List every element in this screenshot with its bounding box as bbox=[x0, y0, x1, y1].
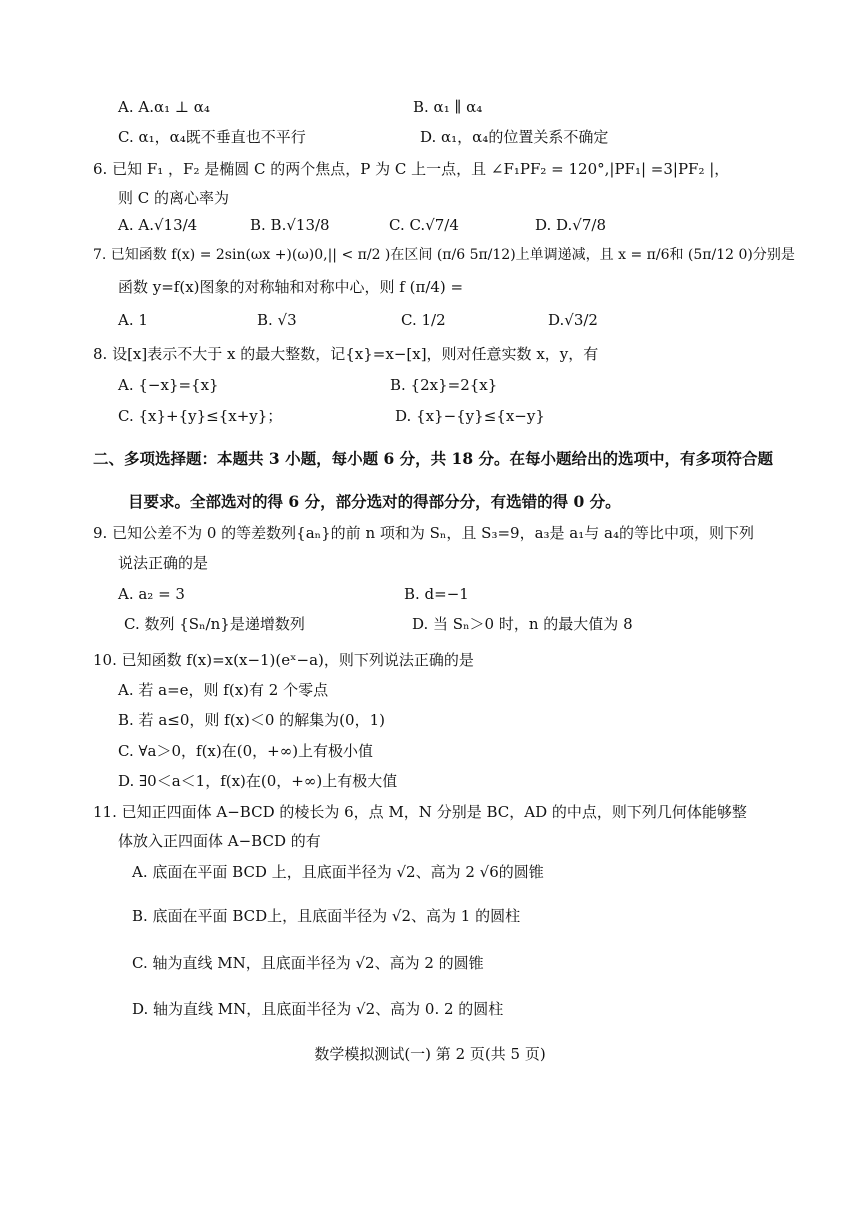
q11-option-c: C. 轴为直线 MN，且底面半径为 √2、高为 2 的圆锥 bbox=[132, 954, 484, 972]
q7-option-a: A. 1 bbox=[118, 311, 148, 329]
q6-option-b: B. B.√13/8 bbox=[250, 216, 330, 234]
q8-option-c: C. {x}+{y}≤{x+y}； bbox=[118, 407, 283, 425]
q10-option-d: D. ∃0＜a＜1，f(x)在(0，+∞)上有极大值 bbox=[118, 772, 398, 790]
q5-option-b: B. α₁ ∥ α₄ bbox=[413, 98, 483, 116]
q6-option-c: C. C.√7/4 bbox=[389, 216, 459, 234]
q9-stem-line2: 说法正确的是 bbox=[118, 554, 209, 572]
section2-heading-line2: 目要求。全部选对的得 6 分，部分选对的得部分分，有选错的得 0 分。 bbox=[128, 492, 621, 511]
q6-option-a: A. A.√13/4 bbox=[118, 216, 198, 234]
q8-option-a: A. {−x}={x} bbox=[118, 376, 219, 394]
q8-option-b: B. {2x}=2{x} bbox=[390, 376, 498, 394]
q5-option-a: A. A.α₁ ⊥ α₄ bbox=[118, 98, 210, 116]
q11-option-d: D. 轴为直线 MN，且底面半径为 √2、高为 0. 2 的圆柱 bbox=[132, 1000, 504, 1018]
q7-option-b: B. √3 bbox=[257, 311, 297, 329]
q6-stem-line1: 6. 已知 F₁ ，F₂ 是椭圆 C 的两个焦点，P 为 C 上一点，且 ∠F₁PF₂ = 120°,|PF₁| =3|PF₂ |， bbox=[93, 160, 730, 178]
q10-option-c: C. ∀a＞0，f(x)在(0，+∞)上有极小值 bbox=[118, 742, 374, 760]
q8-stem-line1: 8. 设[x]表示不大于 x 的最大整数，记{x}=x−[x]，则对任意实数 x，y，有 bbox=[93, 345, 599, 363]
q10-option-b: B. 若 a≤0，则 f(x)＜0 的解集为(0，1) bbox=[118, 711, 385, 729]
q7-stem-line1: 7. 已知函数 f(x) = 2sin(ωx +)(ω)0,|| < π/2 )在区间 (π/6 5π/12)上单调递减，且 x = π/6和 (5π/12 0)分别是 bbox=[93, 247, 795, 263]
q7-option-d: D.√3/2 bbox=[548, 311, 598, 329]
q6-stem-line2: 则 C 的离心率为 bbox=[118, 189, 230, 207]
section2-heading-line1: 二、多项选择题：本题共 3 小题，每小题 6 分，共 18 分。在每小题给出的选项中，有多项符合题 bbox=[93, 449, 774, 468]
q6-option-d: D. D.√7/8 bbox=[535, 216, 606, 234]
q8-option-d: D. {x}−{y}≤{x−y} bbox=[395, 407, 545, 425]
q11-stem-line1: 11. 已知正四面体 A−BCD 的棱长为 6，点 M，N 分别是 BC，AD 的中点，则下列几何体能够整 bbox=[93, 803, 747, 821]
q11-option-b: B. 底面在平面 BCD上，且底面半径为 √2、高为 1 的圆柱 bbox=[132, 907, 521, 925]
q9-option-b: B. d=−1 bbox=[404, 585, 469, 603]
q7-stem-line2: 函数 y=f(x)图象的对称轴和对称中心，则 f (π/4) = bbox=[118, 278, 464, 296]
q9-option-d: D. 当 Sₙ＞0 时，n 的最大值为 8 bbox=[412, 615, 633, 633]
q5-option-d: D. α₁，α₄的位置关系不确定 bbox=[420, 128, 609, 146]
q10-stem-line1: 10. 已知函数 f(x)=x(x−1)(eˣ−a)，则下列说法正确的是 bbox=[93, 651, 474, 669]
q11-option-a: A. 底面在平面 BCD 上，且底面半径为 √2、高为 2 √6的圆锥 bbox=[132, 863, 544, 881]
page-footer: 数学模拟测试(一) 第 2 页(共 5 页) bbox=[314, 1045, 546, 1063]
q7-option-c: C. 1/2 bbox=[401, 311, 446, 329]
q11-stem-line2: 体放入正四面体 A−BCD 的有 bbox=[118, 832, 321, 850]
q10-option-a: A. 若 a=e，则 f(x)有 2 个零点 bbox=[118, 681, 329, 699]
q9-option-a: A. a₂ = 3 bbox=[118, 585, 185, 603]
q9-option-c: C. 数列 {Sₙ/n}是递增数列 bbox=[124, 615, 305, 633]
q9-stem-line1: 9. 已知公差不为 0 的等差数列{aₙ}的前 n 项和为 Sₙ，且 S₃=9，a₃是 a₁与 a₄的等比中项，则下列 bbox=[93, 524, 754, 542]
q5-option-c: C. α₁，α₄既不垂直也不平行 bbox=[118, 128, 306, 146]
